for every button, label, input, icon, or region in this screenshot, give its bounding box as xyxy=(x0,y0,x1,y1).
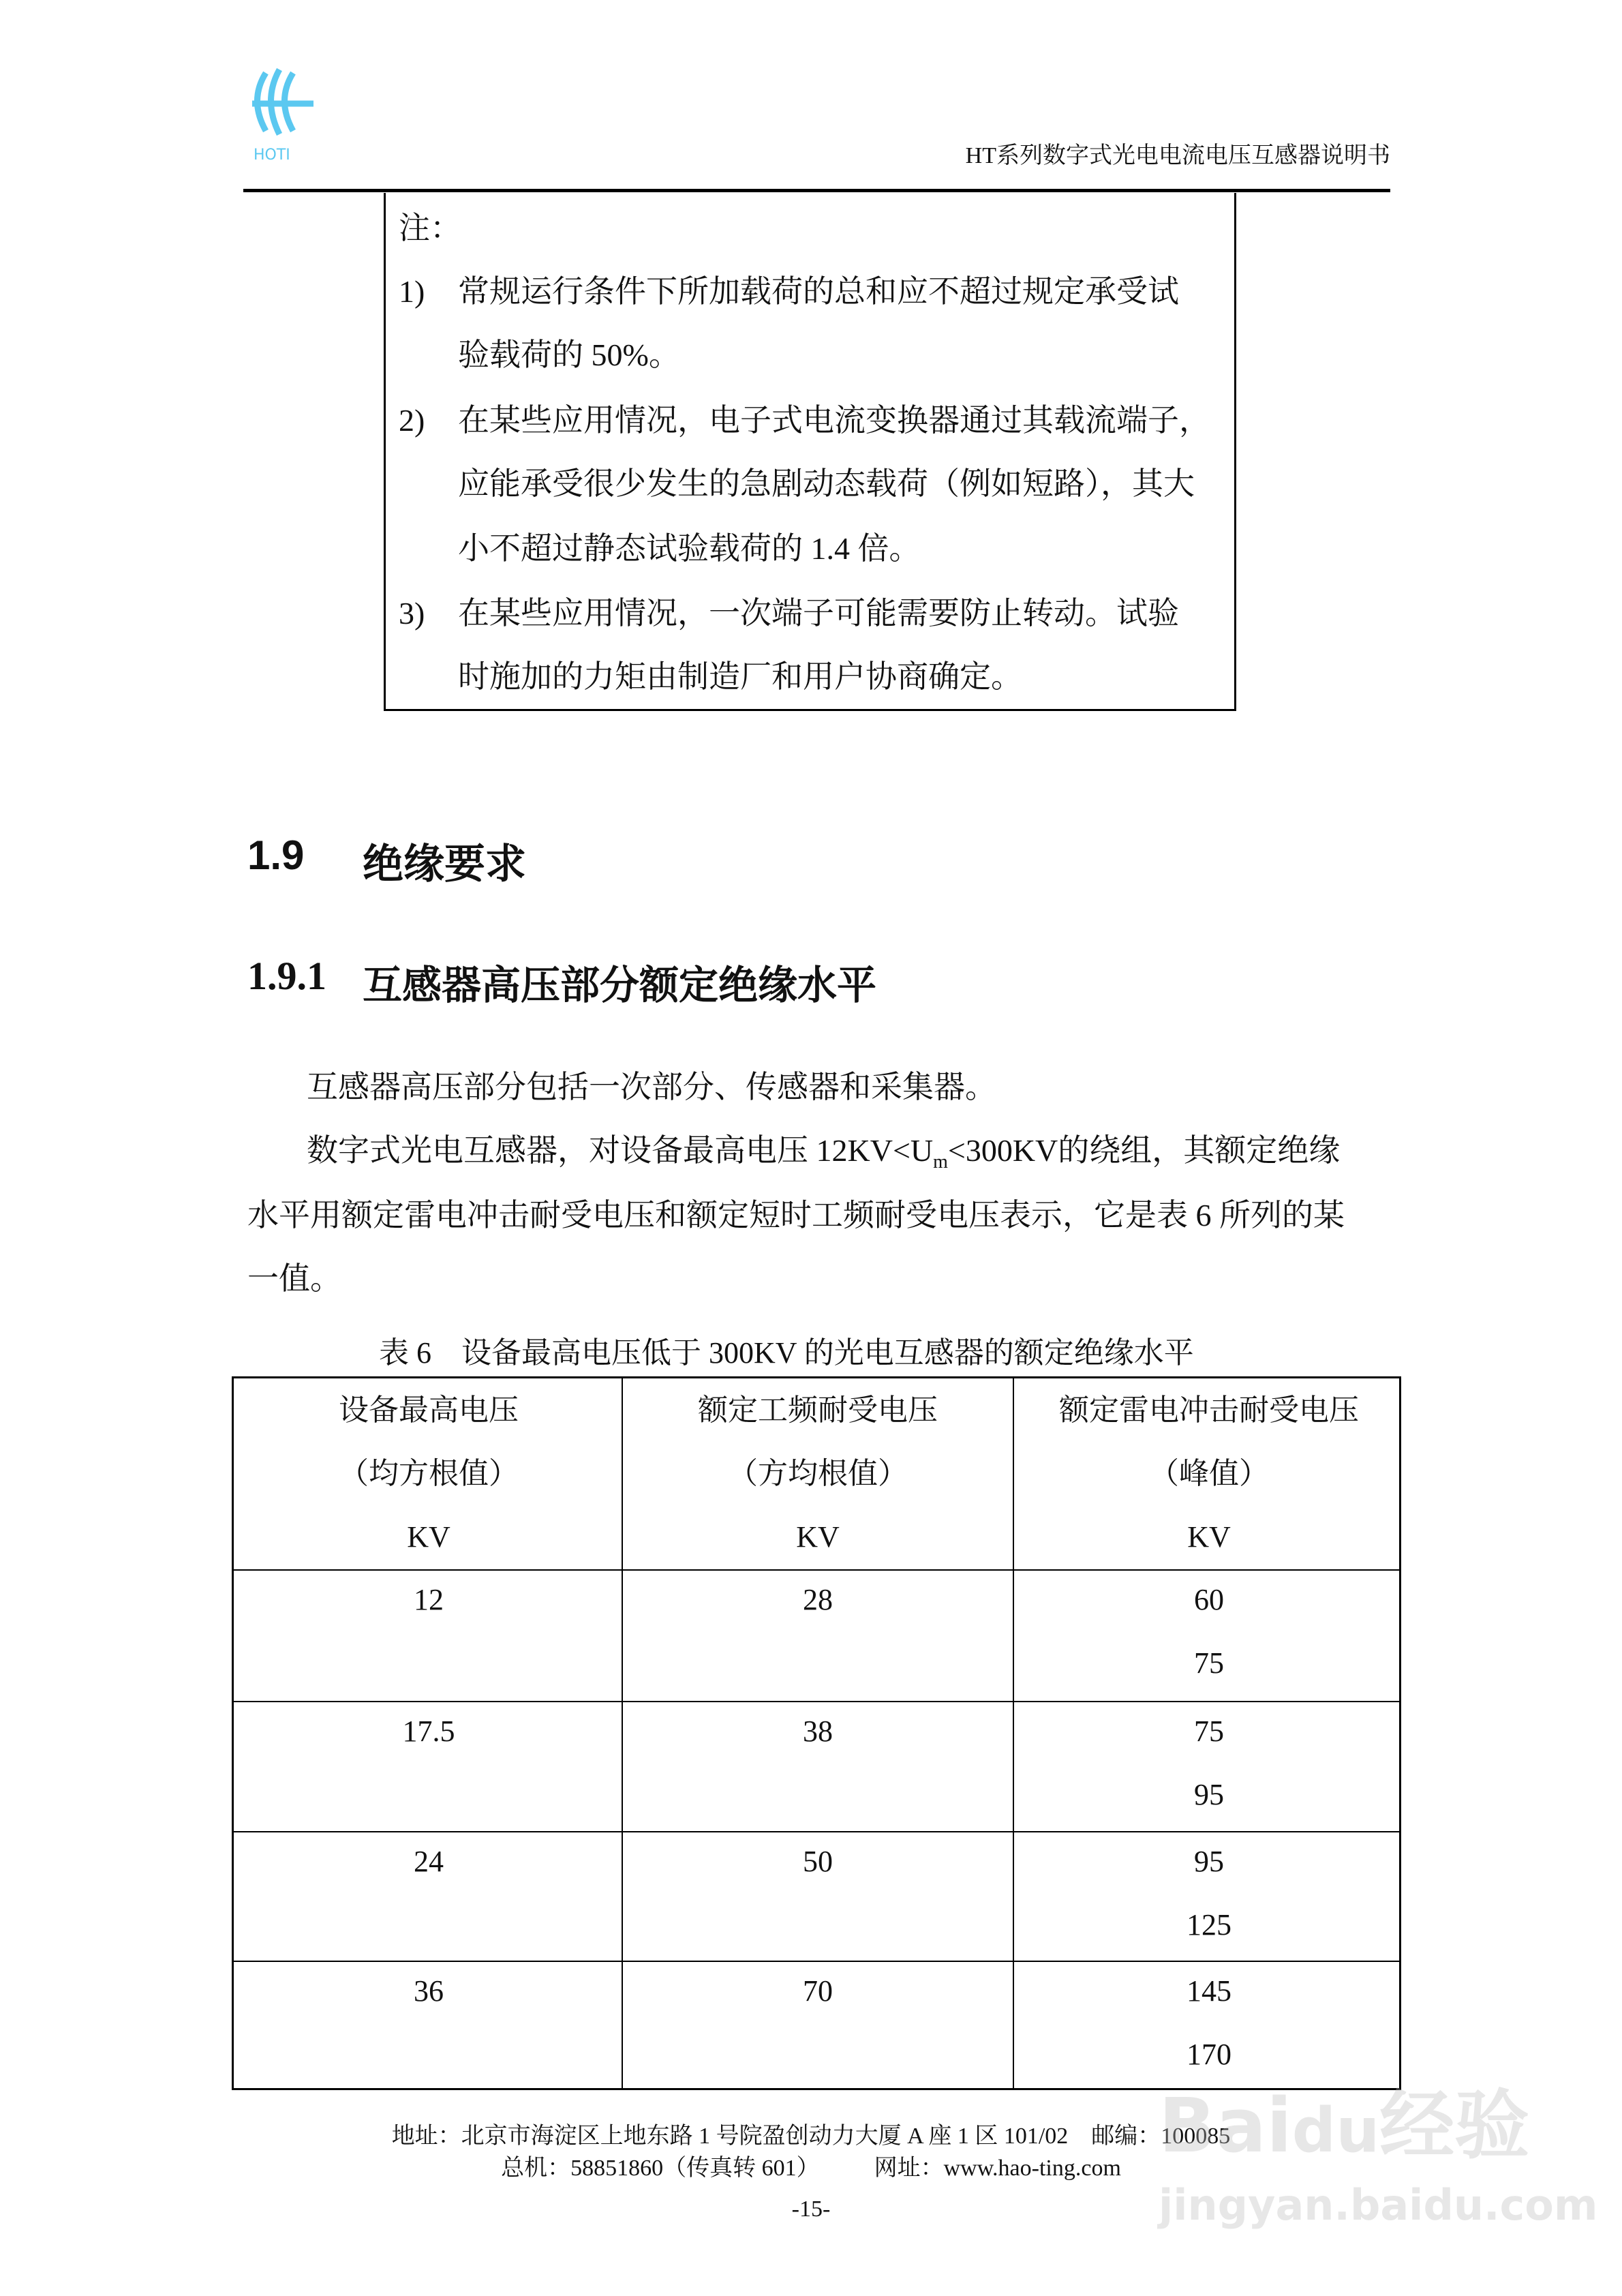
table-cell: 125 xyxy=(1187,1908,1231,1942)
paragraph-line: 一值。 xyxy=(247,1261,341,1296)
note-num: 3) xyxy=(399,596,425,631)
table-cell: 50 xyxy=(803,1845,833,1878)
table-header-cell: KV xyxy=(796,1520,840,1554)
hoti-logo xyxy=(245,63,327,165)
note-line: 常规运行条件下所加载荷的总和应不超过规定承受试 xyxy=(458,274,1179,309)
table-cell: 95 xyxy=(1194,1845,1224,1878)
text: <300KV的绕组，其额定绝缘 xyxy=(947,1133,1341,1168)
table-cell: 75 xyxy=(1194,1646,1224,1680)
page-number: -15- xyxy=(791,2196,831,2222)
table-header-cell: 额定雷电冲击耐受电压 xyxy=(1059,1393,1359,1427)
note-line: 应能承受很少发生的急剧动态载荷（例如短路），其大 xyxy=(458,466,1195,501)
note-num: 2) xyxy=(399,403,425,438)
baidu-watermark xyxy=(1159,2066,1598,2243)
watermark-url: jingyan.baidu.com xyxy=(1159,2180,1598,2230)
table-header-cell: 设备最高电压 xyxy=(339,1393,519,1427)
note-box xyxy=(384,193,1236,711)
paragraph-line xyxy=(307,1135,1340,1172)
note-line: 小不超过静态试验载荷的 1.4 倍。 xyxy=(458,531,921,566)
note-line: 验载荷的 50%。 xyxy=(458,337,680,372)
table-caption: 表 6 设备最高电压低于 300KV 的光电互感器的额定绝缘水平 xyxy=(379,1336,1194,1370)
table-cell: 60 xyxy=(1194,1583,1224,1616)
table-header-cell: KV xyxy=(407,1520,450,1554)
table-cell: 12 xyxy=(414,1583,444,1616)
section-number: 1.9 xyxy=(247,832,305,878)
table-cell: 70 xyxy=(803,1974,833,2008)
text: 数字式光电互感器，对设备最高电压 12KV<U xyxy=(307,1133,934,1168)
subsection-number: 1.9.1 xyxy=(247,954,326,998)
table-cell: 145 xyxy=(1187,1974,1231,2008)
note-label: 注： xyxy=(399,211,461,245)
note-num: 1) xyxy=(399,274,425,309)
table-cell: 38 xyxy=(803,1715,833,1748)
table-header-cell: （峰值） xyxy=(1149,1457,1269,1490)
footer-address: 地址：北京市海淀区上地东路 1 号院盈创动力大厦 A 座 1 区 101/02 邮编：100085 xyxy=(391,2124,1231,2149)
table-cell: 24 xyxy=(414,1845,444,1878)
insulation-table xyxy=(232,1376,1401,2090)
paragraph-line: 水平用额定雷电冲击耐受电压和额定短时工频耐受电压表示，它是表 6 所列的某 xyxy=(247,1198,1345,1233)
note-line: 在某些应用情况，电子式电流变换器通过其载流端子， xyxy=(458,403,1210,438)
footer-phone: 总机：58851860（传真转 601） xyxy=(501,2156,820,2181)
table-header-cell: （均方根值） xyxy=(339,1457,519,1490)
footer-website[interactable]: 网址：www.hao-ting.com xyxy=(874,2156,1121,2181)
section-title: 绝缘要求 xyxy=(363,841,526,887)
logo-text: HOTI xyxy=(254,147,290,164)
table-cell: 95 xyxy=(1194,1778,1224,1811)
paragraph: 互感器高压部分包括一次部分、传感器和采集器。 xyxy=(307,1070,996,1104)
table-cell: 75 xyxy=(1194,1715,1224,1748)
table-cell: 36 xyxy=(414,1974,444,2008)
watermark-brand: Baidu经验 xyxy=(1159,2082,1530,2169)
header-divider xyxy=(243,189,1390,192)
note-line: 在某些应用情况，一次端子可能需要防止转动。试验 xyxy=(458,596,1179,631)
subsection-title: 互感器高压部分额定绝缘水平 xyxy=(363,963,877,1008)
note-line: 时施加的力矩由制造厂和用户协商确定。 xyxy=(458,659,1022,694)
table-cell: 170 xyxy=(1187,2038,1231,2071)
header-title: HT系列数字式光电电流电压互感器说明书 xyxy=(965,143,1390,168)
subscript: m xyxy=(933,1151,948,1173)
table-header-cell: KV xyxy=(1187,1520,1231,1554)
table-header-cell: 额定工频耐受电压 xyxy=(698,1393,938,1427)
table-cell: 17.5 xyxy=(402,1715,455,1748)
table-header-cell: （方均根值） xyxy=(728,1457,908,1490)
table-cell: 28 xyxy=(803,1583,833,1616)
